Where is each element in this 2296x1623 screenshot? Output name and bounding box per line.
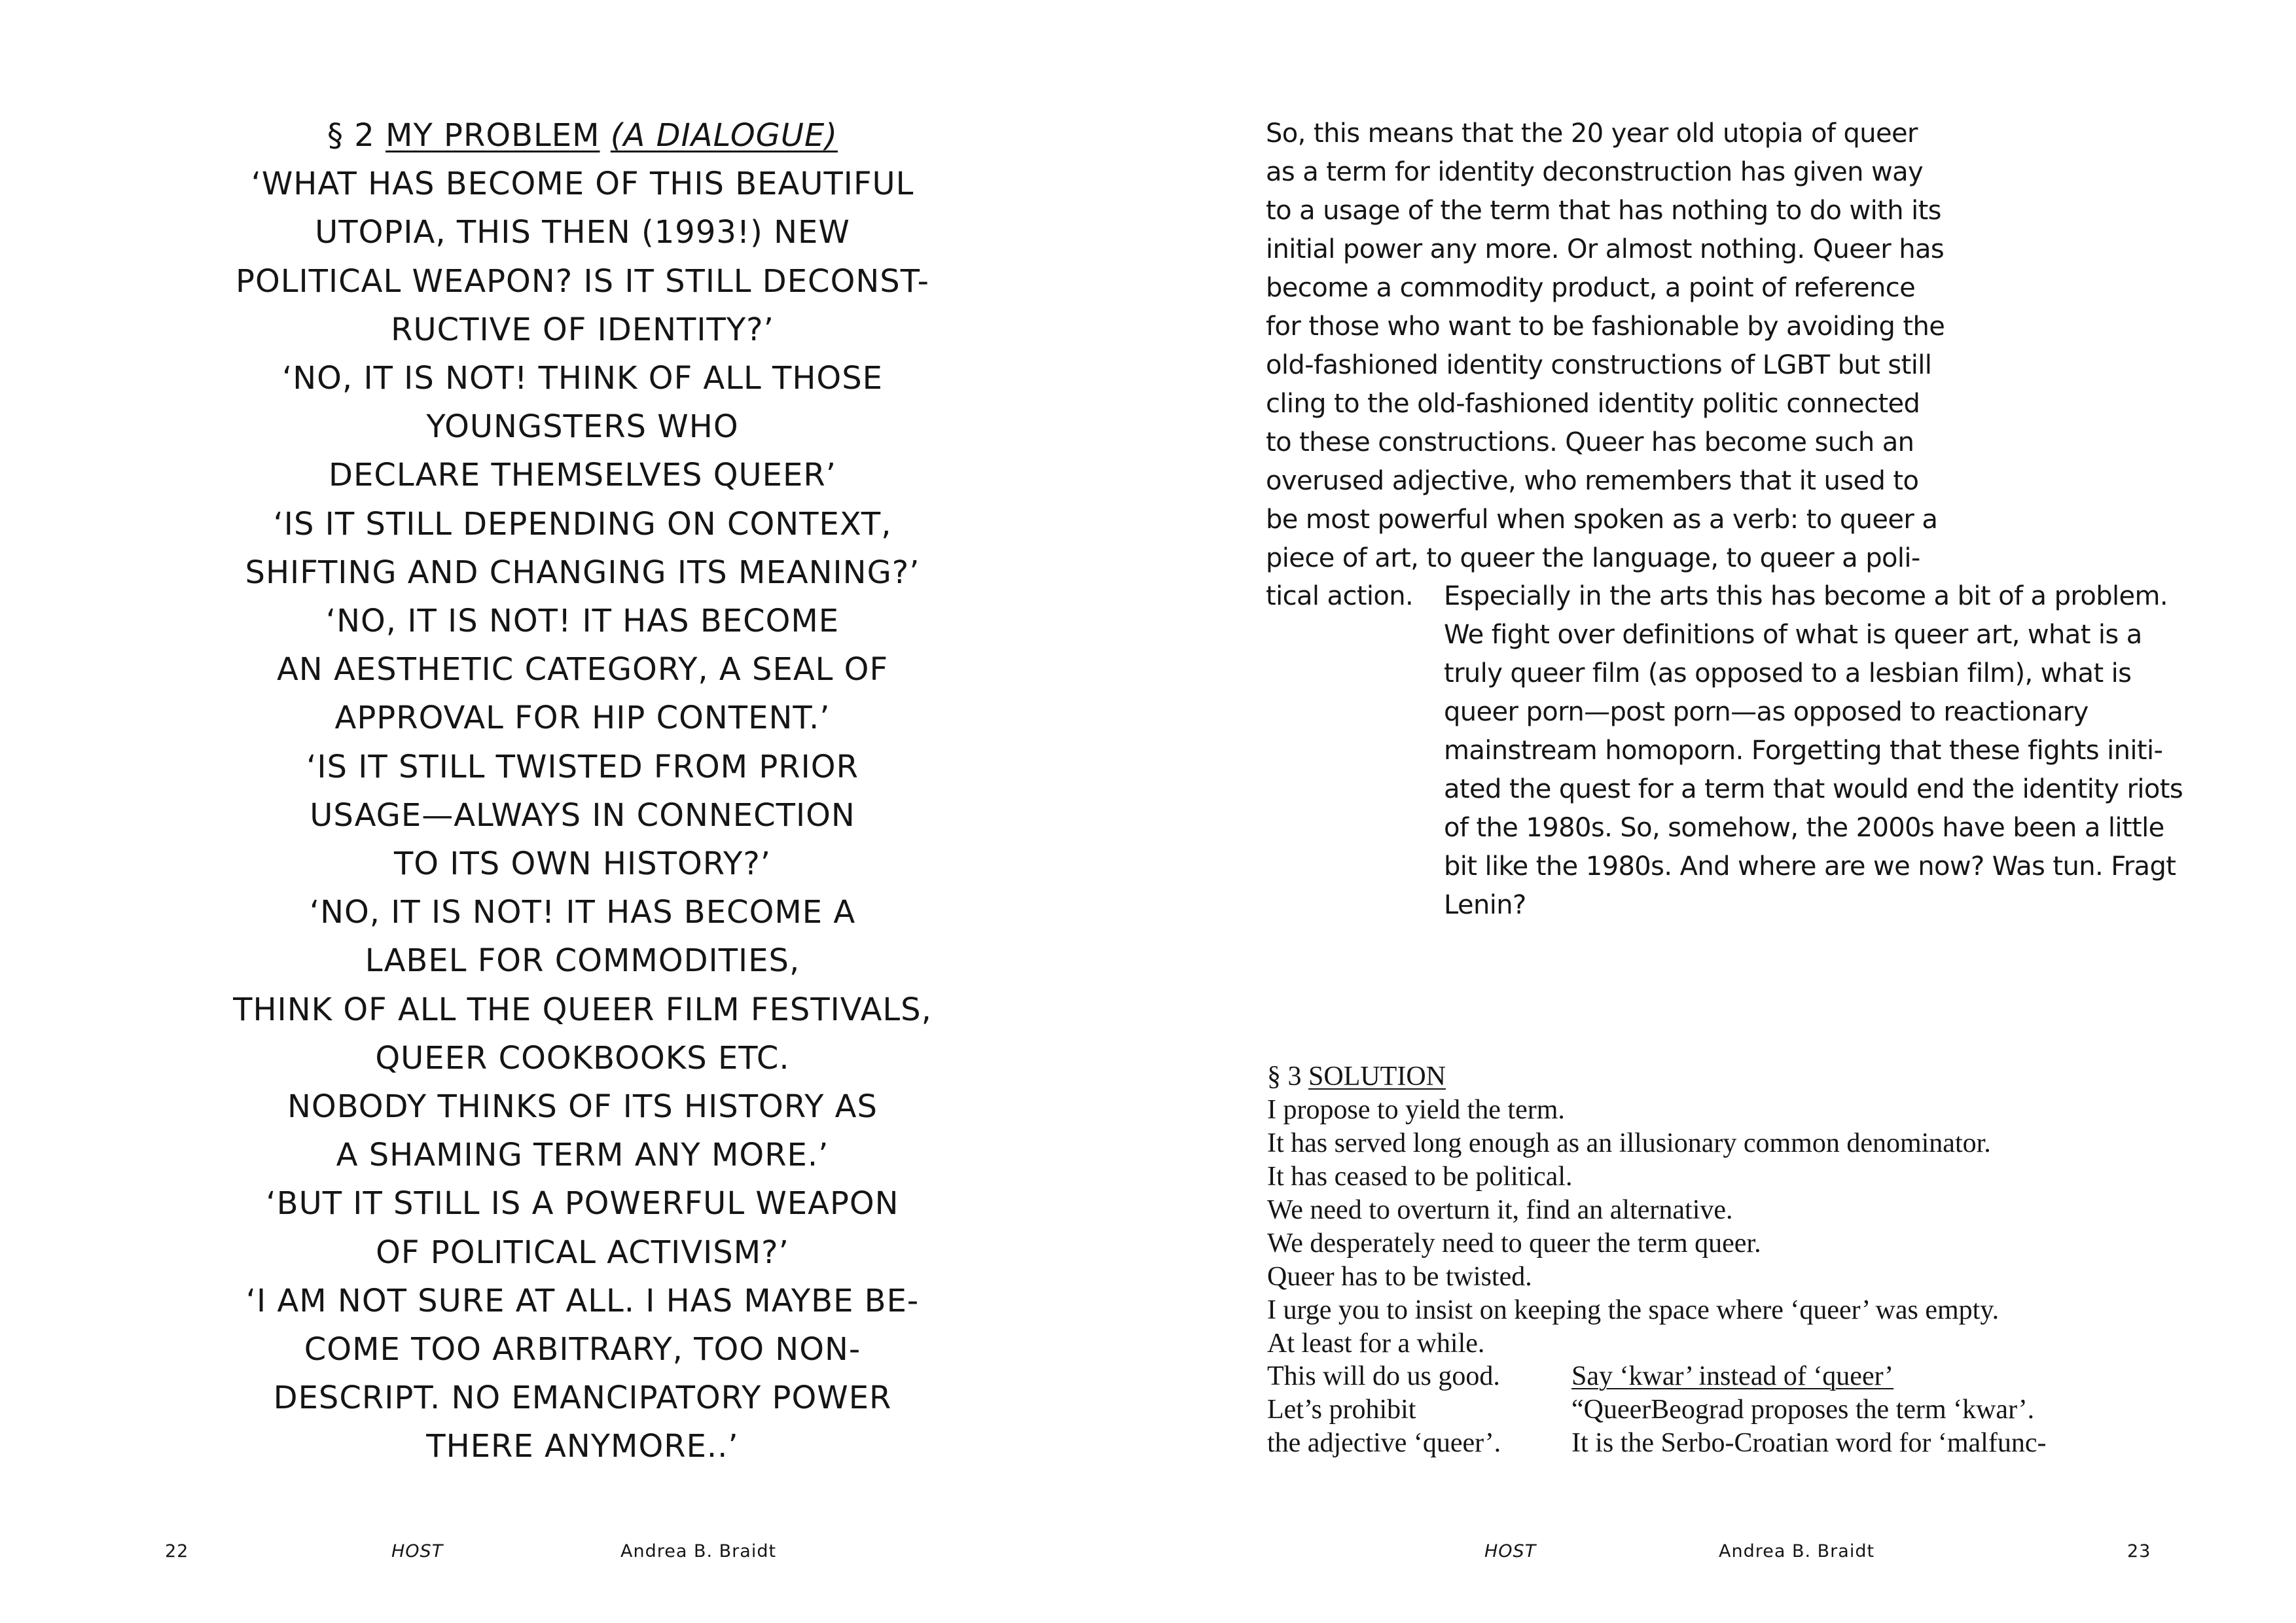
dialogue-line: TO ITS OWN HISTORY?’ — [393, 846, 772, 883]
essay-line: cling to the old-fashioned identity politic connected — [1266, 389, 1920, 419]
solution-section — [1267, 1060, 2183, 1361]
essay-paragraph — [1266, 115, 2051, 578]
dialogue-line: USAGE—ALWAYS IN CONNECTION — [310, 796, 855, 834]
essay-line: overused adjective, who remembers that it used to — [1266, 466, 1919, 496]
essay-block-line: truly queer film (as opposed to a lesbian film), what is — [1444, 658, 2132, 688]
dialogue-line: QUEER COOKBOOKS ETC. — [375, 1039, 790, 1077]
solution-section-number: § 3 — [1267, 1061, 1302, 1092]
dialogue-text — [216, 111, 949, 1471]
essay-block-line: Lenin? — [1444, 890, 1526, 920]
right-page — [1148, 0, 2296, 1623]
dialogue-line: ‘BUT IT STILL IS A POWERFUL WEAPON — [266, 1185, 899, 1222]
page-number-right: 23 — [2127, 1541, 2151, 1561]
dialogue-line: POLITICAL WEAPON? IS IT STILL DECONST- — [236, 262, 929, 300]
dialogue-line: DECLARE THEMSELVES QUEER’ — [329, 457, 836, 494]
solution-line: Queer has to be twisted. — [1267, 1262, 1532, 1292]
dialogue-line: ‘NO, IT IS NOT! IT HAS BECOME A — [309, 894, 856, 931]
dialogue-line: THERE ANYMORE..’ — [426, 1428, 739, 1465]
solution-column-line: “QueerBeograd proposes the term ‘kwar’. — [1571, 1395, 2035, 1425]
essay-indented-block — [1444, 577, 2183, 925]
solution-title: SOLUTION — [1308, 1061, 1446, 1092]
solution-line: We need to overturn it, find an alternative. — [1267, 1195, 1733, 1225]
solution-column-line: Let’s prohibit — [1267, 1395, 1416, 1425]
dialogue-line: ‘I AM NOT SURE AT ALL. I HAS MAYBE BE- — [245, 1282, 920, 1319]
solution-column-left — [1267, 1360, 1568, 1460]
dialogue-line: DESCRIPT. NO EMANCIPATORY POWER — [273, 1380, 892, 1417]
dialogue-line: AN AESTHETIC CATEGORY, A SEAL OF — [276, 651, 889, 688]
section-subtitle: (A DIALOGUE) — [610, 117, 838, 154]
solution-line: At least for a while. — [1267, 1329, 1485, 1359]
dialogue-line: ‘IS IT STILL TWISTED FROM PRIOR — [306, 748, 859, 785]
essay-line: as a term for identity deconstruction has given way — [1266, 157, 1924, 187]
section-heading — [216, 111, 949, 160]
solution-column-line: It is the Serbo-Croatian word for ‘malfunc- — [1571, 1428, 2047, 1458]
solution-line: It has ceased to be political. — [1267, 1162, 1573, 1192]
essay-block-line: Especially in the arts this has become a bit of a problem. — [1444, 581, 2168, 611]
author-name-left: Andrea B. Braidt — [620, 1541, 777, 1561]
essay-line: be most powerful when spoken as a verb: to queer a — [1266, 505, 1938, 535]
solution-line: We desperately need to queer the term queer. — [1267, 1228, 1761, 1258]
dialogue-line: YOUNGSTERS WHO — [426, 408, 739, 446]
solution-column-line: the adjective ‘queer’. — [1267, 1428, 1501, 1458]
section-number: § 2 — [327, 117, 375, 154]
essay-block-line: of the 1980s. So, somehow, the 2000s have been a little — [1444, 813, 2164, 843]
essay-line: become a commodity product, a point of reference — [1266, 273, 1916, 303]
dialogue-line: ‘NO, IT IS NOT! THINK OF ALL THOSE — [281, 360, 883, 397]
dialogue-line: UTOPIA, THIS THEN (1993!) NEW — [315, 214, 850, 251]
dialogue-line: ‘IS IT STILL DEPENDING ON CONTEXT, — [273, 505, 892, 543]
solution-line: It has served long enough as an illusionary common denominator. — [1267, 1128, 1991, 1158]
essay-lead-fragment: tical action. — [1266, 581, 1414, 611]
solution-line: I urge you to insist on keeping the space where ‘queer’ was empty. — [1267, 1295, 2000, 1325]
dialogue-line: A SHAMING TERM ANY MORE.’ — [336, 1137, 829, 1174]
dialogue-line: SHIFTING AND CHANGING ITS MEANING?’ — [245, 554, 920, 591]
essay-line: So, this means that the 20 year old utopia of queer — [1266, 118, 1918, 149]
solution-column-right — [1571, 1360, 2187, 1460]
essay-line: initial power any more. Or almost nothing. Queer has — [1266, 234, 1945, 264]
magazine-name-right: HOST — [1484, 1541, 1537, 1561]
solution-subheading: Say ‘kwar’ instead of ‘queer’ — [1571, 1361, 1894, 1391]
dialogue-line: APPROVAL FOR HIP CONTENT.’ — [334, 700, 831, 737]
dialogue-line: ‘NO, IT IS NOT! IT HAS BECOME — [325, 603, 840, 640]
author-name-right: Andrea B. Braidt — [1719, 1541, 1875, 1561]
dialogue-line: ‘WHAT HAS BECOME OF THIS BEAUTIFUL — [251, 166, 914, 203]
dialogue-line: THINK OF ALL THE QUEER FILM FESTIVALS, — [233, 991, 932, 1028]
section-title: MY PROBLEM — [386, 117, 600, 154]
page-number-left: 22 — [165, 1541, 189, 1561]
essay-block-line: ated the quest for a term that would end the identity riots — [1444, 774, 2183, 804]
solution-heading — [1267, 1060, 2183, 1094]
dialogue-line: COME TOO ARBITRARY, TOO NON- — [304, 1331, 861, 1368]
dialogue-line: LABEL FOR COMMODITIES, — [365, 942, 800, 980]
dialogue-line: NOBODY THINKS OF ITS HISTORY AS — [287, 1088, 878, 1126]
solution-column-line: This will do us good. — [1267, 1361, 1500, 1391]
essay-block-line: mainstream homoporn. Forgetting that these fights initi- — [1444, 736, 2163, 766]
essay-block-line: bit like the 1980s. And where are we now? Was tun. Fragt — [1444, 851, 2176, 882]
essay-line: old-fashioned identity constructions of LGBT but still — [1266, 350, 1932, 380]
dialogue-line: RUCTIVE OF IDENTITY?’ — [391, 311, 774, 348]
essay-block-line: We fight over definitions of what is queer art, what is a — [1444, 620, 2142, 650]
dialogue-line: OF POLITICAL ACTIVISM?’ — [376, 1234, 789, 1271]
essay-line: to these constructions. Queer has become such an — [1266, 427, 1914, 457]
magazine-name-left: HOST — [391, 1541, 444, 1561]
essay-line: for those who want to be fashionable by avoiding the — [1266, 312, 1945, 342]
essay-block-line: queer porn—post porn—as opposed to reactionary — [1444, 697, 2089, 727]
solution-line: I propose to yield the term. — [1267, 1095, 1565, 1125]
essay-line: to a usage of the term that has nothing to do with its — [1266, 196, 1941, 226]
essay-line: piece of art, to queer the language, to queer a poli- — [1266, 543, 1920, 573]
